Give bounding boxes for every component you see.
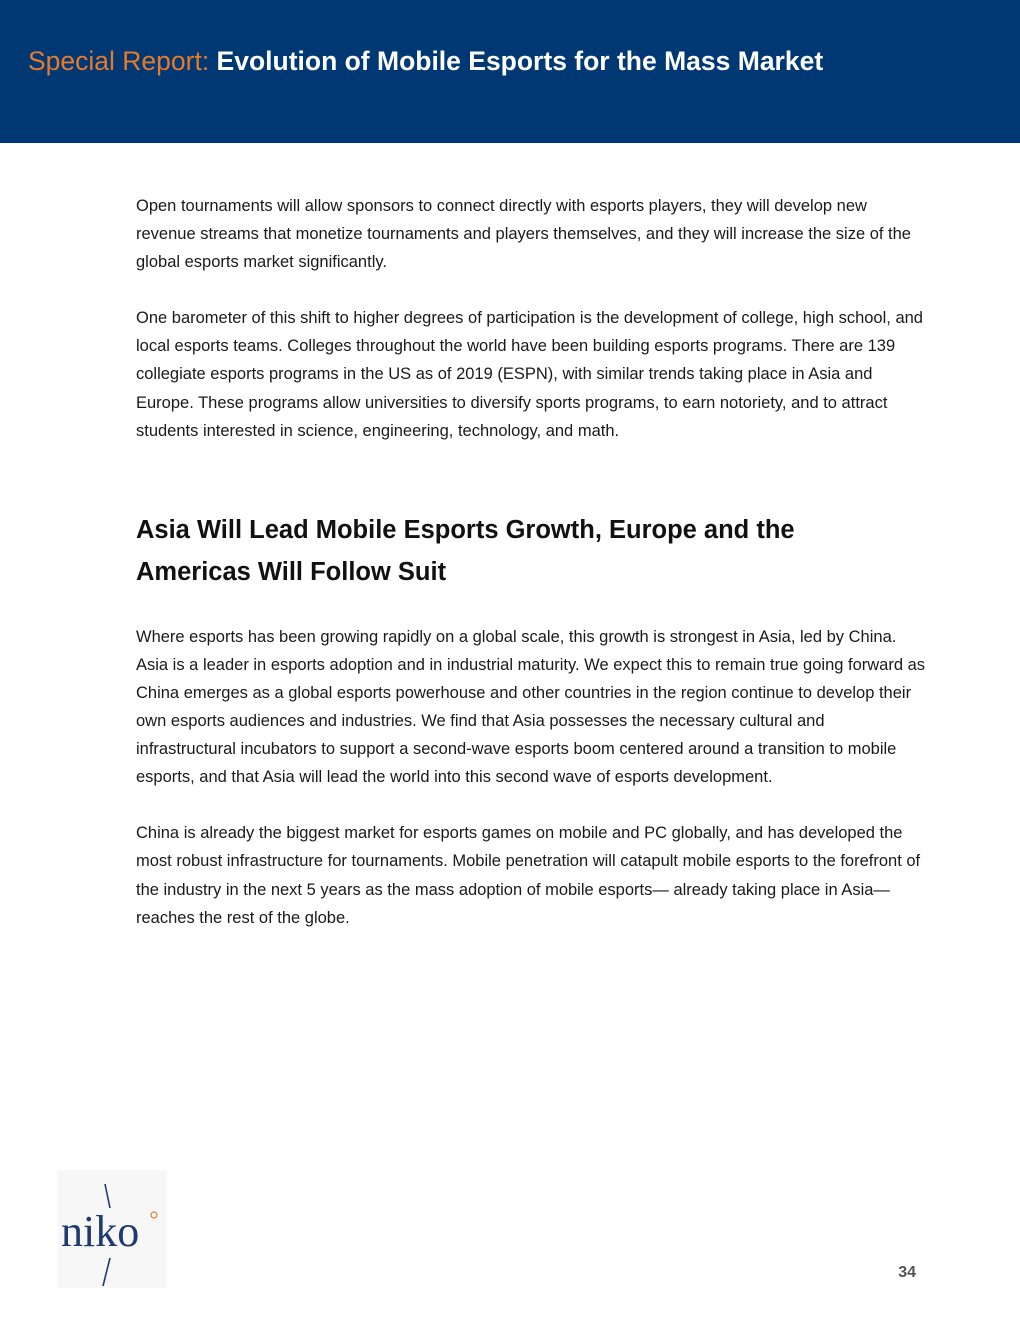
logo-wordmark: niko [61, 1207, 140, 1256]
section-heading: Asia Will Lead Mobile Esports Growth, Europe and the Americas Will Follow Suit [136, 515, 795, 586]
report-title-main: Evolution of Mobile Esports for the Mass Market [216, 46, 824, 76]
logo-accent-circle [151, 1212, 157, 1218]
body-paragraph: One barometer of this shift to higher degrees of participation is the development of college, high school, and local esports teams. Colleges throughout the world have been building esports programs. There are 139 collegiate esports programs in the US as of 2019 (ESPN), with similar trends taking place in Asia and Europe. These programs allow universities to diversify sports programs, to earn notoriety, and to attract students interested in science, engineering, technology, and math. [136, 309, 923, 440]
logo-lower-stroke [103, 1258, 110, 1286]
page-number: 34 [898, 1264, 916, 1281]
header-band [0, 0, 1020, 143]
report-title [28, 43, 823, 79]
body-paragraph: Where esports has been growing rapidly on a global scale, this growth is strongest in Asia, led by China. Asia is a leader in esports adoption and in industrial maturity. We expect this to remain true going forward as China emerges as a global esports powerhouse and other countries in the region continue to develop their own esports audiences and industries. We find that Asia possesses the necessary cultural and infrastructural incubators to support a second-wave esports boom centered around a transition to mobile esports, and that Asia will lead the world into this second wave of esports development. [136, 627, 926, 787]
niko-logo [58, 1170, 166, 1288]
logo-upper-stroke [105, 1184, 110, 1208]
report-title-prefix: Special Report: [28, 46, 217, 76]
niko-logo-mark [58, 1170, 166, 1288]
body-paragraph: China is already the biggest market for esports games on mobile and PC globally, and has developed the most robust infrastructure for tournaments. Mobile penetration will catapult mobile esports to the forefront of the industry in the next 5 years as the mass adoption of mobile esports— already taking place in Asia—reaches the rest of the globe. [136, 824, 921, 927]
body-paragraph: Open tournaments will allow sponsors to connect directly with esports players, they will develop new revenue streams that monetize tournaments and players themselves, and they will increase the size of the global esports market significantly. [136, 197, 911, 272]
page-content [136, 192, 926, 932]
